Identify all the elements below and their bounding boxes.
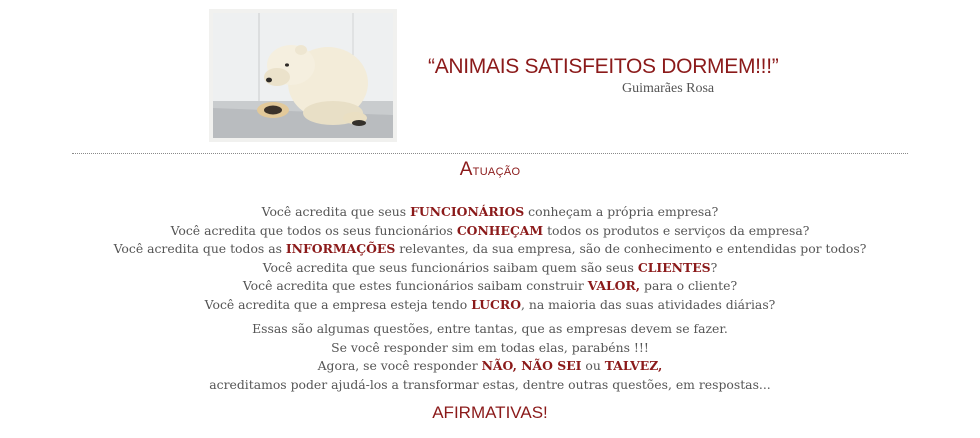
question-keyword: LUCRO [471,296,521,312]
question-line [0,259,980,278]
closing-headline: AFIRMATIVAS! [432,403,548,422]
question-text: Você acredita que seus [261,204,411,219]
conclusion-keyword: TALVEZ, [604,358,663,373]
question-keyword: VALOR, [587,278,641,293]
question-text: conheçam a própria empresa? [524,204,719,219]
quote-headline: “ANIMAIS SATISFEITOS DORMEM!!!” [428,55,779,78]
conclusion-line-1: Essas são algumas questões, entre tantas, que as empresas devem se fazer. [252,321,728,336]
question-keyword: CONHEÇAM [456,222,544,238]
question-text: Você acredita que a empresa esteja tendo [204,296,472,312]
question-line [0,296,980,315]
conclusion-line-3 [0,357,980,376]
question-keyword: FUNCIONÁRIOS [410,204,525,219]
question-line [0,277,980,296]
section-title-rest: tuação [472,162,521,179]
section-title-initial: A [459,159,473,180]
conclusion-text: ou [581,358,605,373]
question-keyword: INFORMAÇÕES [285,241,396,256]
question-text: relevantes, da sua empresa, são de conhecimento e entendidas por todos? [395,241,867,256]
question-text: Você acredita que seus funcionários saibam quem são seus [262,259,638,275]
conclusion-keyword: NÃO, NÃO SEI [481,358,582,373]
question-text: ? [710,259,718,275]
question-text: para o cliente? [640,278,738,293]
question-line [0,222,980,241]
question-text: , na maioria das suas atividades diárias? [521,296,776,312]
question-text: Você acredita que todos os seus funcionários [170,222,457,238]
question-keyword: CLIENTES [637,259,711,275]
polar-bear-photo-frame [209,9,397,142]
question-text: Você acredita que todos as [113,241,286,256]
conclusion-line-2: Se você responder sim em todas elas, parabéns !!! [331,339,649,355]
polar-bear-photo [213,13,393,138]
conclusion-block [0,320,980,394]
question-text: Você acredita que estes funcionários saibam construir [242,278,588,293]
section-title [0,159,980,181]
conclusion-line-4: acreditamos poder ajudá-los a transformar estas, dentre outras questões, em respostas... [209,376,771,392]
question-text: todos os produtos e serviços da empresa? [543,222,810,238]
dotted-divider [72,153,908,154]
quote-author: Guimarães Rosa [622,81,715,96]
question-line [0,240,980,259]
question-line [0,203,980,222]
conclusion-text: Agora, se você responder [317,358,482,373]
questions-block [0,203,980,314]
